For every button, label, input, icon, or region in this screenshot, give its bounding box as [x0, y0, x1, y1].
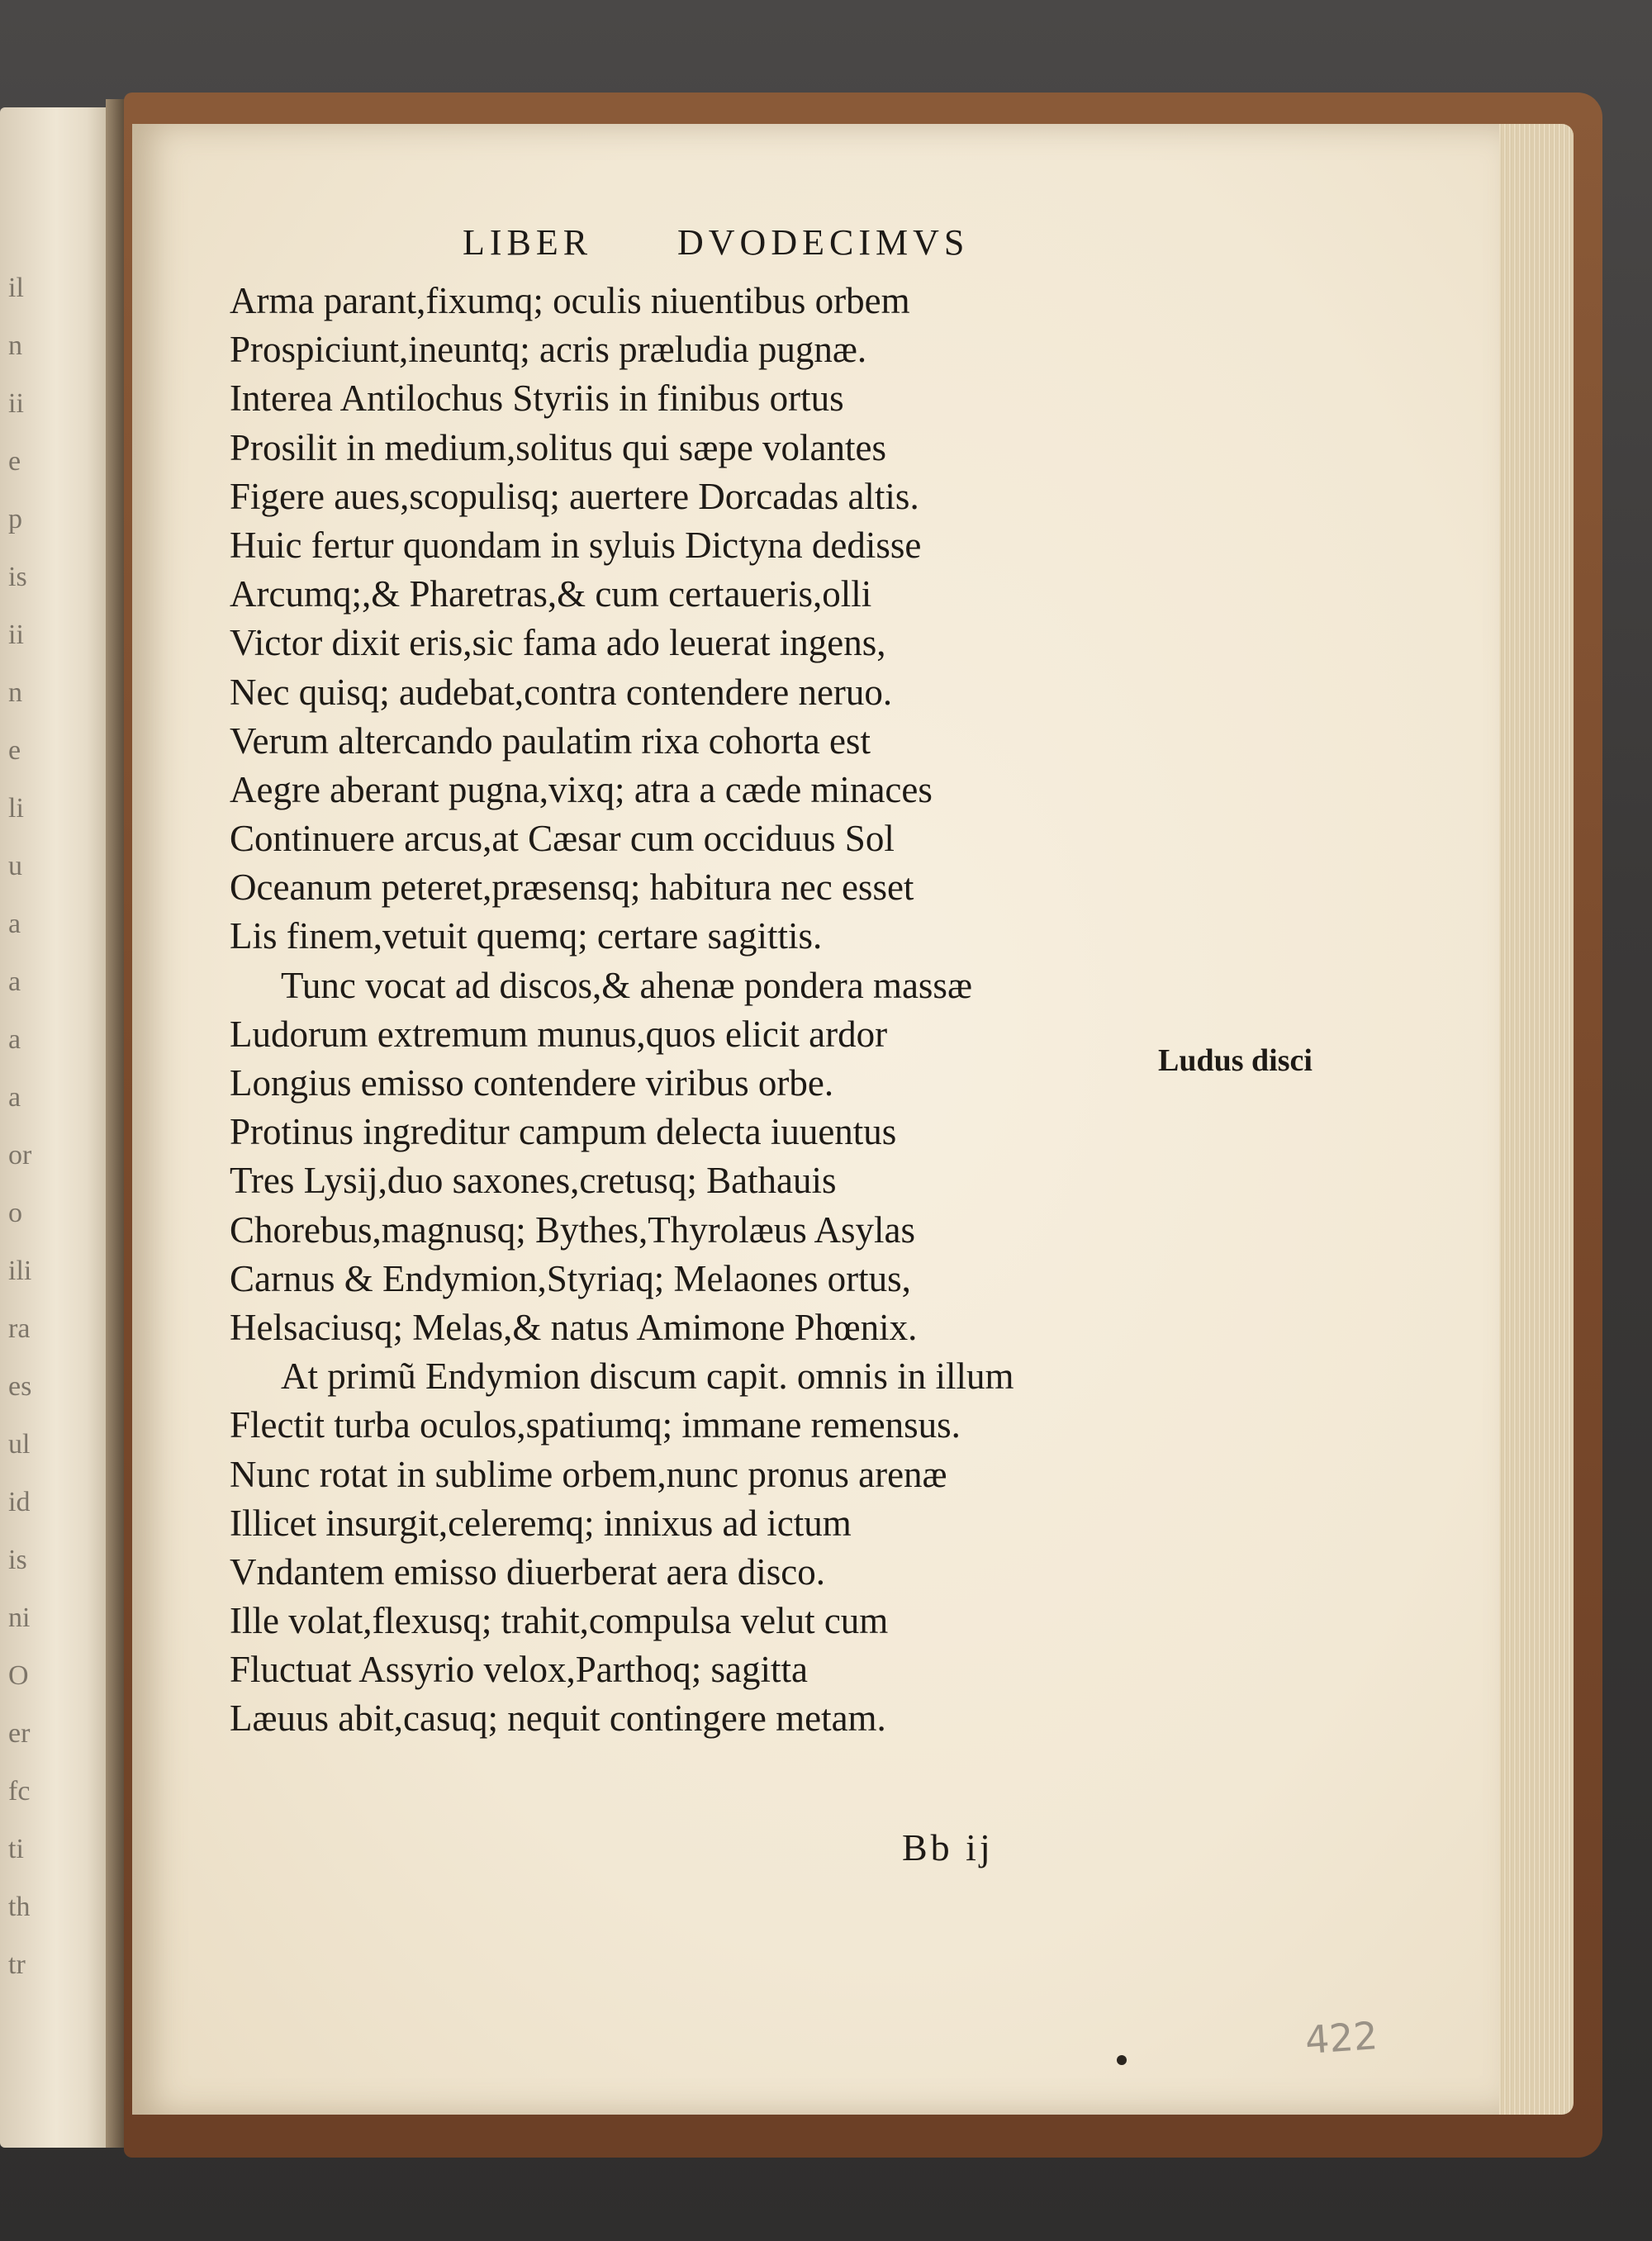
verse-line: Ille volat,flexusq; trahit,compulsa velut cum: [230, 1600, 889, 1642]
left-page-fragment: is: [8, 1545, 27, 1575]
verse-line: Huic fertur quondam in syluis Dictyna dedisse: [230, 524, 922, 566]
left-page-fragment: a: [8, 966, 21, 997]
page-fore-edge: [1487, 124, 1574, 2115]
marginal-note: Ludus disci: [1158, 1043, 1313, 1078]
left-page-fragment: ii: [8, 620, 24, 650]
left-page-fragment: ra: [8, 1313, 31, 1344]
verse-line: Nunc rotat in sublime orbem,nunc pronus arenæ: [230, 1453, 947, 1495]
left-page-fragment: p: [8, 504, 22, 534]
verse-line: Chorebus,magnusq; Bythes,Thyrolæus Asylas: [230, 1208, 915, 1251]
verse-line: Continuere arcus,at Cæsar cum occiduus Sol: [230, 818, 895, 860]
verse-line: Fluctuat Assyrio velox,Parthoq; sagitta: [230, 1649, 808, 1691]
ink-dot: [1117, 2055, 1127, 2065]
verse-line: Ludorum extremum munus,quos elicit ardor: [230, 1013, 888, 1055]
verse-line: Arcumq;,& Pharetras,& cum certaueris,olli: [230, 573, 872, 615]
left-page-fragment: er: [8, 1718, 31, 1749]
left-page-fragment: ni: [8, 1602, 31, 1633]
left-page-fragment: u: [8, 851, 22, 881]
verse-line: Flectit turba oculos,spatiumq; immane remensus.: [230, 1404, 961, 1446]
left-page-fragment: id: [8, 1487, 31, 1517]
verse-line: Nec quisq; audebat,contra contendere neruo.: [230, 671, 893, 713]
running-header-right: DVODECIMVS: [677, 222, 970, 263]
verse-line: Vndantem emisso diuerberat aera disco.: [230, 1550, 825, 1593]
left-page-fragment: O: [8, 1660, 29, 1691]
left-page-fragment: ul: [8, 1429, 31, 1460]
left-page-fragment: ti: [8, 1834, 24, 1864]
left-page-fragment: th: [8, 1892, 31, 1922]
verse-line: Helsaciusq; Melas,& natus Amimone Phœnix.: [230, 1306, 918, 1348]
left-page-fragment: ili: [8, 1256, 32, 1286]
left-page-fragment: or: [8, 1140, 32, 1170]
verse-line: Tres Lysij,duo saxones,cretusq; Bathauis: [230, 1160, 837, 1202]
verse-line: Aegre aberant pugna,vixq; atra a cæde minaces: [230, 768, 933, 810]
left-page-fragment: a: [8, 909, 21, 939]
verse-line: Tunc vocat ad discos,& ahenæ pondera massæ: [281, 964, 972, 1006]
verse-line: Carnus & Endymion,Styriaq; Melaones ortus,: [230, 1257, 911, 1299]
folio-number: 422: [1303, 2013, 1379, 2063]
left-page-fragment: a: [8, 1082, 21, 1113]
left-page-fragment: is: [8, 562, 27, 592]
left-page-fragment: li: [8, 793, 24, 824]
left-page-fragment: e: [8, 735, 21, 766]
verse-line: Lis finem,vetuit quemq; certare sagittis.: [230, 915, 823, 957]
signature-mark: Bb ij: [902, 1826, 994, 1868]
verse-line: Victor dixit eris,sic fama ado leuerat ingens,: [230, 622, 886, 664]
verse-line: Prospiciunt,ineuntq; acris præludia pugnæ.: [230, 329, 867, 371]
left-page-fragment: n: [8, 330, 22, 361]
verse-line: Figere aues,scopulisq; auertere Dorcadas altis.: [230, 475, 919, 517]
left-page-fragment: o: [8, 1198, 22, 1228]
verse-line: Protinus ingreditur campum delecta iuuentus: [230, 1111, 897, 1153]
left-page-fragment: a: [8, 1024, 21, 1055]
verse-line: Læuus abit,casuq; nequit contingere metam.: [230, 1697, 886, 1740]
verse-line: Arma parant,fixumq; oculis niuentibus orbem: [230, 280, 910, 321]
verse-line: Illicet insurgit,celeremq; innixus ad ictum: [230, 1502, 852, 1544]
verse-line: Oceanum peteret,præsensq; habitura nec esset: [230, 866, 914, 909]
left-page-fragment: fc: [8, 1776, 31, 1807]
running-header-left: LIBER: [463, 222, 593, 263]
verse-line: Verum altercando paulatim rixa cohorta est: [230, 719, 871, 762]
verse-line: At primũ Endymion discum capit. omnis in illum: [281, 1356, 1014, 1398]
verse-line: Longius emisso contendere viribus orbe.: [230, 1062, 834, 1104]
left-page-fragment: il: [8, 273, 24, 303]
left-page-fragment: es: [8, 1371, 32, 1402]
verse-line: Interea Antilochus Styriis in finibus ortus: [230, 377, 844, 420]
left-page-fragment: tr: [8, 1949, 26, 1980]
left-page-fragment: e: [8, 446, 21, 477]
verse-line: Prosilit in medium,solitus qui sæpe volantes: [230, 426, 887, 468]
verse-block: [230, 277, 1163, 1744]
left-page-fragment: ii: [8, 388, 24, 419]
left-page-fragment: n: [8, 677, 22, 708]
